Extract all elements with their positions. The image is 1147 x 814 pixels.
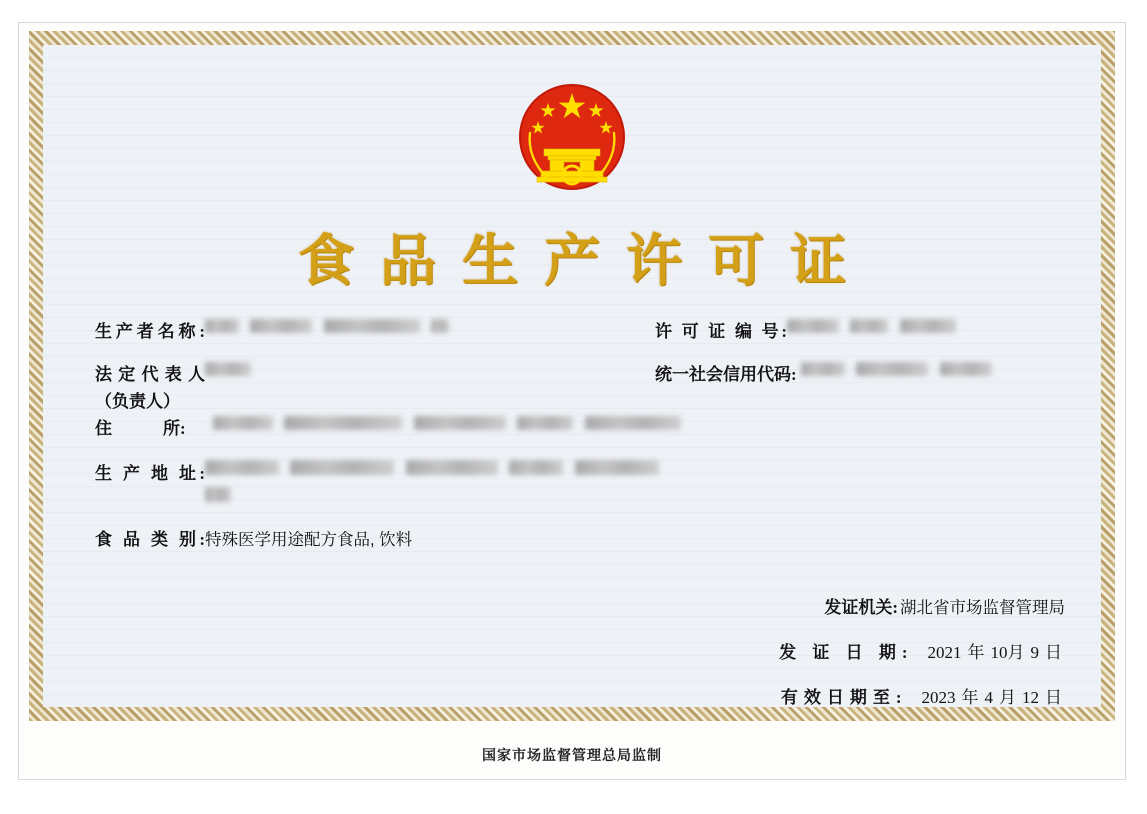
valid-until-day-unit: 日 [1045,688,1062,707]
producer-name-value [205,317,655,342]
row-legal-rep-and-credit-code [95,360,1101,385]
license-no-value [787,317,1101,342]
footer-caption: 国家市场监督管理总局监制 [482,749,662,764]
valid-until-row [625,683,1065,707]
issue-date-month: 10月 [990,643,1025,662]
issue-date-year: 2021 [927,643,962,662]
field-license-no [655,317,1101,342]
issuing-authority-value: 湖北省市场监督管理局 [900,599,1065,617]
row-legal-rep-sub [95,387,1101,412]
legal-rep-value [205,360,655,385]
issuer-block [625,593,1065,707]
food-category-label: 食 品 类 别: [95,530,205,549]
issue-date-year-unit: 年 [967,643,985,662]
fields-grid [95,317,1101,508]
field-legal-rep [95,360,655,385]
field-credit-code [655,360,1101,385]
credit-code-value [801,360,1101,385]
license-no-label: 许 可 证 编 号: [655,322,787,341]
field-producer-name [95,317,655,342]
production-address-value [205,459,795,502]
emblem-container [43,75,1101,203]
certificate-frame [18,22,1126,780]
field-address [95,414,795,439]
issue-date-day-unit: 日 [1045,643,1062,662]
issue-date-row [625,638,1065,663]
row-producer-and-license [95,317,1101,342]
legal-rep-sublabel: （负责人） [95,392,180,411]
valid-until-month-unit: 月 [999,688,1016,707]
food-category-value: 特殊医学用途配方食品, 饮料 [205,531,413,549]
valid-until-year-unit: 年 [961,688,979,707]
issuing-authority-label: 发证机关: [824,598,898,617]
producer-name-label: 生产者名称: [95,322,205,341]
row-production-address [95,459,1101,502]
issuing-authority-row [625,593,1065,618]
address-label: 住 所: [95,419,186,438]
issue-date-label: 发 证 日 期: [779,643,914,662]
row-address [95,414,1101,439]
valid-until-day: 12 [1022,688,1039,707]
production-address-label: 生 产 地 址: [95,464,205,483]
certificate-body [43,45,1101,707]
address-value [213,414,795,439]
page-title: 食品生产许可证 [298,231,872,293]
issue-date-day: 9 [1030,643,1039,662]
credit-code-label: 统一社会信用代码: [655,365,797,384]
valid-until-year: 2023 [921,688,956,707]
valid-until-month: 4 [984,688,993,707]
valid-until-label: 有效日期至: [780,688,908,707]
china-national-emblem-icon [508,75,636,203]
field-production-address [95,459,795,502]
legal-rep-label: 法定代表人 [95,365,205,384]
field-food-category [95,525,412,550]
